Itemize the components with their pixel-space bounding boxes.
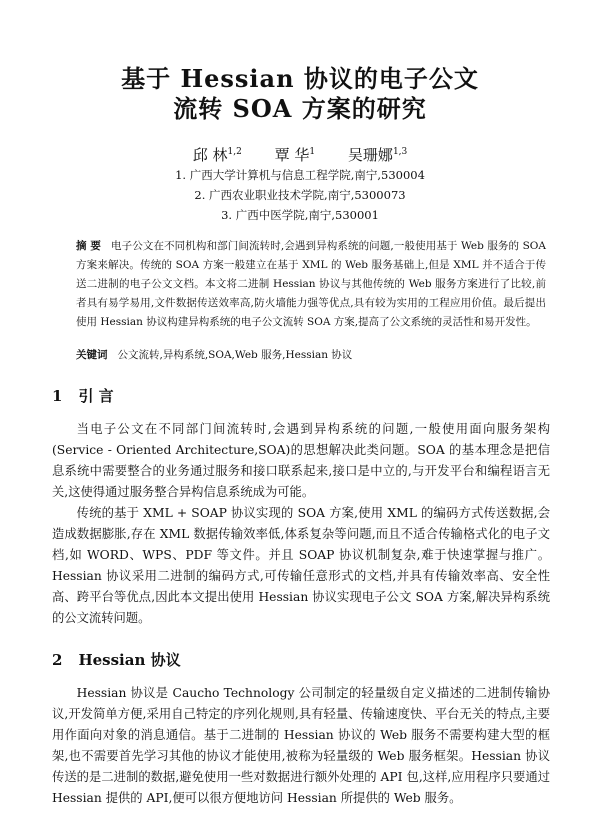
author	[348, 146, 407, 164]
keywords	[76, 346, 546, 365]
author-list	[0, 142, 600, 165]
section-heading	[52, 649, 600, 671]
paragraph: 传统的基于 XML + SOAP 协议实现的 SOA 方案,使用 XML 的编码方式传送数据,会造成数据膨胀,存在 XML 数据传输效率低,体系复杂等问题,而且不适合传输格式化的电子文档,如 WORD、WPS、PDF 等文件。并且 SOAP 协议机制复杂,难于快速掌握与推广。Hessian 协议采用二进制的编码方式,可传输任意形式的文档,并具有传输效率高、安全性高、跨平台等优点,因此本文提出使用 Hessian 协议实现电子公文 SOA 方案,解决异构系统的公文流转问题。	[52, 506, 550, 625]
title-line-1: 基于 Hessian 协议的电子公文	[121, 64, 479, 93]
author-affiliation-mark: 1,3	[392, 147, 408, 157]
paragraph: Hessian 协议是 Caucho Technology 公司制定的轻量级自定义描述的二进制传输协议,开发简单方便,采用自己特定的序列化规则,具有轻量、传输速度快、平台无关的特点,主要用作面向对象的消息通信。基于二进制的 Hessian 协议的 Web 服务不需要构建大型的框架,也不需要首先学习其他的协议才能使用,被称为轻量级的 Web 服务框架。Hessian 协议传送的是二进制的数据,避免使用一些对数据进行额外处理的 API 包,这样,应用程序只要通过 Hessian 提供的 API,便可以很方便地访问 Hessian 所提供的 Web 服务。	[52, 686, 550, 805]
affiliation: 2. 广西农业职业技术学院,南宁,5300073	[194, 188, 406, 202]
paper-title	[0, 64, 600, 124]
author-affiliation-mark: 1,2	[227, 147, 242, 157]
paragraph: 当电子公文在不同部门间流转时,会遇到异构系统的问题,一般使用面向服务架构(Service - Oriented Architecture,SOA)的思想解决此类问题。SOA 的基本理念是把信息系统中需要整合的业务通过服务和接口联系起来,接口是中立的,与开发平台和编程语言无关,这使得通过服务整合异构信息系统成为可能。	[52, 422, 550, 499]
section-body	[52, 419, 550, 629]
author-name: 吴珊娜	[347, 146, 393, 164]
abstract	[76, 237, 546, 332]
keywords-label: 关键词	[76, 349, 108, 361]
keywords-text: 公文流转,异构系统,SOA,Web 服务,Hessian 协议	[117, 349, 353, 361]
author-name: 覃 华	[274, 146, 310, 164]
author-affiliation-mark: 1	[309, 147, 316, 157]
affiliation: 3. 广西中医学院,南宁,530001	[221, 208, 379, 222]
section-body	[52, 683, 550, 809]
author	[275, 146, 316, 164]
section-heading	[52, 385, 600, 407]
section-number: 1	[52, 387, 63, 405]
abstract-text: 电子公文在不同机构和部门间流转时,会遇到异构系统的问题,一般使用基于 Web 服务的 SOA 方案来解决。传统的 SOA 方案一般建立在基于 XML 的 Web 服务基础上,但是 XML 并不适合于传送二进制的电子公文文档。本文将二进制 Hessian 协议与其他传统的 Web 服务方案进行了比较,前者具有易学易用,文件数据传送效率高,防火墙能力强等优点,具有较为实用的工程应用价值。最后提出使用 Hessian 协议构建异构系统的电子公文流转 SOA 方案,提高了公文系统的灵活性和易开发性。	[76, 240, 546, 328]
title-line-2: 流转 SOA 方案的研究	[173, 94, 427, 123]
section-title: Hessian 协议	[78, 651, 181, 669]
section-title: 引 言	[78, 387, 114, 405]
abstract-label: 摘 要	[76, 240, 101, 252]
affiliation: 1. 广西大学计算机与信息工程学院,南宁,530004	[175, 168, 425, 182]
author	[193, 146, 242, 164]
section-number: 2	[52, 651, 63, 669]
author-name: 邱 林	[192, 146, 228, 164]
